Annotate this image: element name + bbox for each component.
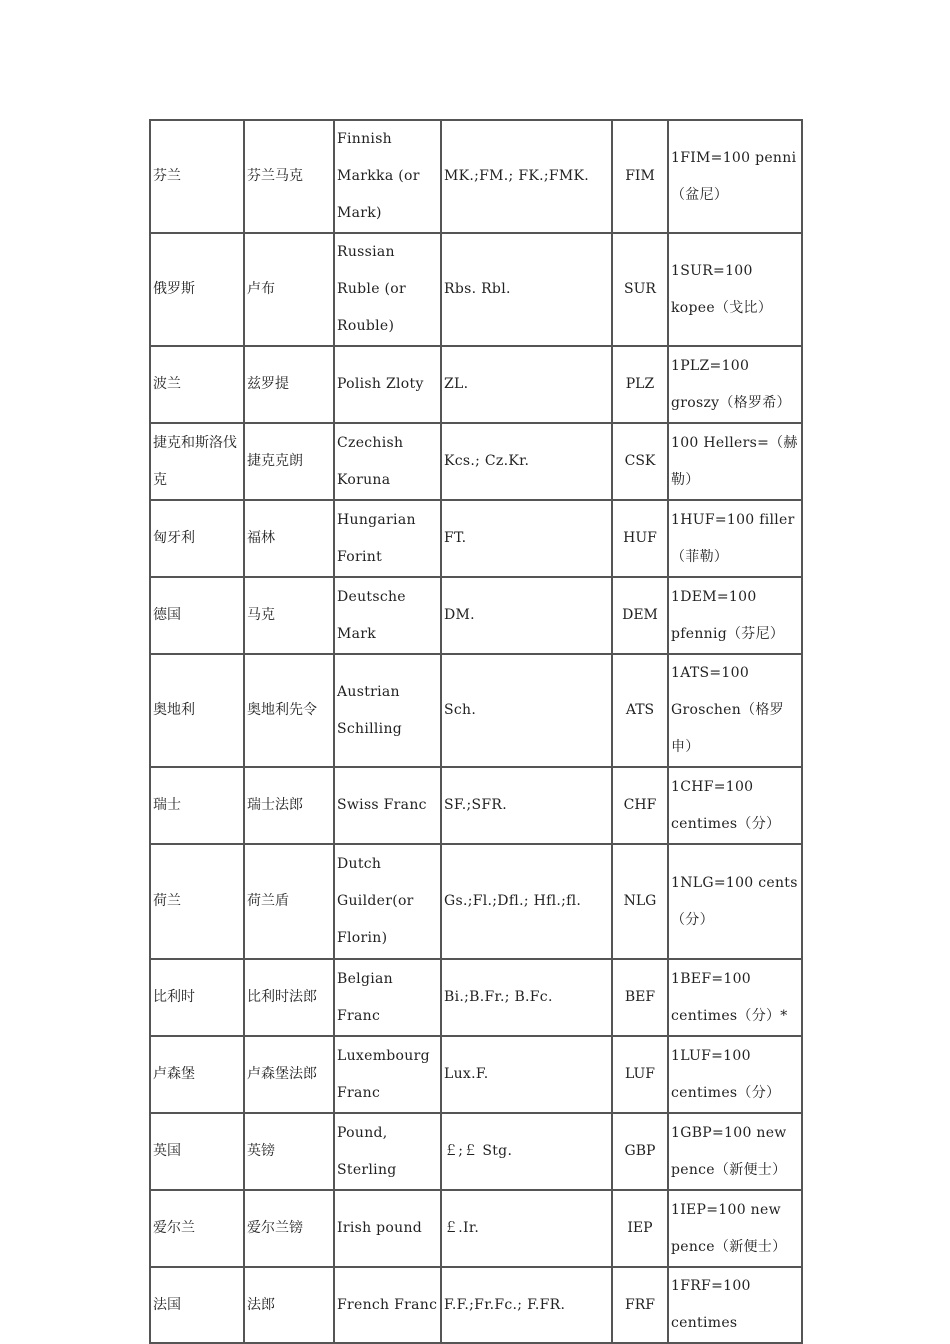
currency-chinese-cell: 奥地利先令 — [244, 654, 334, 767]
table-row — [150, 1036, 802, 1113]
table-row — [150, 1190, 802, 1267]
currency-chinese-cell: 捷克克朗 — [244, 423, 334, 500]
currency-english-cell: Pound, Sterling — [334, 1113, 441, 1190]
currency-code-cell: FRF — [612, 1267, 668, 1343]
currency-chinese-cell: 荷兰盾 — [244, 844, 334, 959]
country-cell: 芬兰 — [150, 120, 244, 233]
currency-english-cell: French Franc — [334, 1267, 441, 1343]
country-cell: 波兰 — [150, 346, 244, 423]
country-cell: 俄罗斯 — [150, 233, 244, 346]
subunit-cell: 1BEF=100 centimes（分）* — [668, 959, 802, 1036]
abbreviation-cell: Lux.F. — [441, 1036, 612, 1113]
currency-code-cell: FIM — [612, 120, 668, 233]
currency-code-cell: ATS — [612, 654, 668, 767]
currency-english-cell: Deutsche Mark — [334, 577, 441, 654]
currency-code-cell: GBP — [612, 1113, 668, 1190]
subunit-cell: 1DEM=100 pfennig（芬尼） — [668, 577, 802, 654]
subunit-cell: 1SUR=100 kopee（戈比） — [668, 233, 802, 346]
currency-chinese-cell: 福林 — [244, 500, 334, 577]
country-cell: 荷兰 — [150, 844, 244, 959]
country-cell: 奥地利 — [150, 654, 244, 767]
country-cell: 比利时 — [150, 959, 244, 1036]
abbreviation-cell: DM. — [441, 577, 612, 654]
currency-chinese-cell: 英镑 — [244, 1113, 334, 1190]
country-cell: 捷克和斯洛伐克 — [150, 423, 244, 500]
currency-chinese-cell: 法郎 — [244, 1267, 334, 1343]
subunit-cell: 1FRF=100 centimes — [668, 1267, 802, 1343]
currency-english-cell: Irish pound — [334, 1190, 441, 1267]
country-cell: 爱尔兰 — [150, 1190, 244, 1267]
abbreviation-cell: ZL. — [441, 346, 612, 423]
table-row — [150, 346, 802, 423]
abbreviation-cell: FT. — [441, 500, 612, 577]
table-row — [150, 233, 802, 346]
currency-chinese-cell: 兹罗提 — [244, 346, 334, 423]
currency-english-cell: Hungarian Forint — [334, 500, 441, 577]
subunit-cell: 1NLG=100 cents（分） — [668, 844, 802, 959]
currency-chinese-cell: 芬兰马克 — [244, 120, 334, 233]
country-cell: 匈牙利 — [150, 500, 244, 577]
currency-chinese-cell: 马克 — [244, 577, 334, 654]
subunit-cell: 1LUF=100 centimes（分） — [668, 1036, 802, 1113]
abbreviation-cell: MK.;FM.; FK.;FMK. — [441, 120, 612, 233]
currency-english-cell: Belgian Franc — [334, 959, 441, 1036]
currency-table — [149, 119, 803, 1344]
abbreviation-cell: F.F.;Fr.Fc.; F.FR. — [441, 1267, 612, 1343]
currency-code-cell: LUF — [612, 1036, 668, 1113]
currency-code-cell: BEF — [612, 959, 668, 1036]
subunit-cell: 100 Hellers=（赫勒） — [668, 423, 802, 500]
country-cell: 卢森堡 — [150, 1036, 244, 1113]
subunit-cell: 1FIM=100 penni（盆尼） — [668, 120, 802, 233]
abbreviation-cell: Gs.;Fl.;Dfl.; Hfl.;fl. — [441, 844, 612, 959]
subunit-cell: 1IEP=100 new pence（新便士） — [668, 1190, 802, 1267]
currency-english-cell: Finnish Markka (or Mark) — [334, 120, 441, 233]
table-row — [150, 1267, 802, 1343]
abbreviation-cell: Rbs. Rbl. — [441, 233, 612, 346]
table-row — [150, 423, 802, 500]
country-cell: 德国 — [150, 577, 244, 654]
abbreviation-cell: ￡;￡ Stg. — [441, 1113, 612, 1190]
currency-code-cell: PLZ — [612, 346, 668, 423]
currency-english-cell: Luxembourg Franc — [334, 1036, 441, 1113]
currency-english-cell: Czechish Koruna — [334, 423, 441, 500]
currency-table-body — [150, 120, 802, 1343]
currency-english-cell: Swiss Franc — [334, 767, 441, 844]
country-cell: 法国 — [150, 1267, 244, 1343]
currency-code-cell: CSK — [612, 423, 668, 500]
table-row — [150, 1113, 802, 1190]
currency-english-cell: Russian Ruble (or Rouble) — [334, 233, 441, 346]
subunit-cell: 1PLZ=100 groszy（格罗希） — [668, 346, 802, 423]
subunit-cell: 1GBP=100 new pence（新便士） — [668, 1113, 802, 1190]
currency-code-cell: SUR — [612, 233, 668, 346]
table-row — [150, 120, 802, 233]
currency-english-cell: Polish Zloty — [334, 346, 441, 423]
currency-english-cell: Austrian Schilling — [334, 654, 441, 767]
table-row — [150, 959, 802, 1036]
abbreviation-cell: Bi.;B.Fr.; B.Fc. — [441, 959, 612, 1036]
subunit-cell: 1HUF=100 filler（菲勒） — [668, 500, 802, 577]
abbreviation-cell: Kcs.; Cz.Kr. — [441, 423, 612, 500]
table-row — [150, 577, 802, 654]
table-row — [150, 844, 802, 959]
currency-chinese-cell: 卢森堡法郎 — [244, 1036, 334, 1113]
abbreviation-cell: Sch. — [441, 654, 612, 767]
currency-chinese-cell: 比利时法郎 — [244, 959, 334, 1036]
abbreviation-cell: ￡.Ir. — [441, 1190, 612, 1267]
currency-english-cell: Dutch Guilder(or Florin) — [334, 844, 441, 959]
subunit-cell: 1CHF=100 centimes（分） — [668, 767, 802, 844]
currency-chinese-cell: 瑞士法郎 — [244, 767, 334, 844]
country-cell: 瑞士 — [150, 767, 244, 844]
country-cell: 英国 — [150, 1113, 244, 1190]
table-row — [150, 654, 802, 767]
currency-chinese-cell: 卢布 — [244, 233, 334, 346]
table-row — [150, 500, 802, 577]
table-row — [150, 767, 802, 844]
currency-code-cell: HUF — [612, 500, 668, 577]
currency-code-cell: DEM — [612, 577, 668, 654]
abbreviation-cell: SF.;SFR. — [441, 767, 612, 844]
currency-chinese-cell: 爱尔兰镑 — [244, 1190, 334, 1267]
currency-code-cell: CHF — [612, 767, 668, 844]
currency-code-cell: IEP — [612, 1190, 668, 1267]
currency-code-cell: NLG — [612, 844, 668, 959]
subunit-cell: 1ATS=100 Groschen（格罗申） — [668, 654, 802, 767]
